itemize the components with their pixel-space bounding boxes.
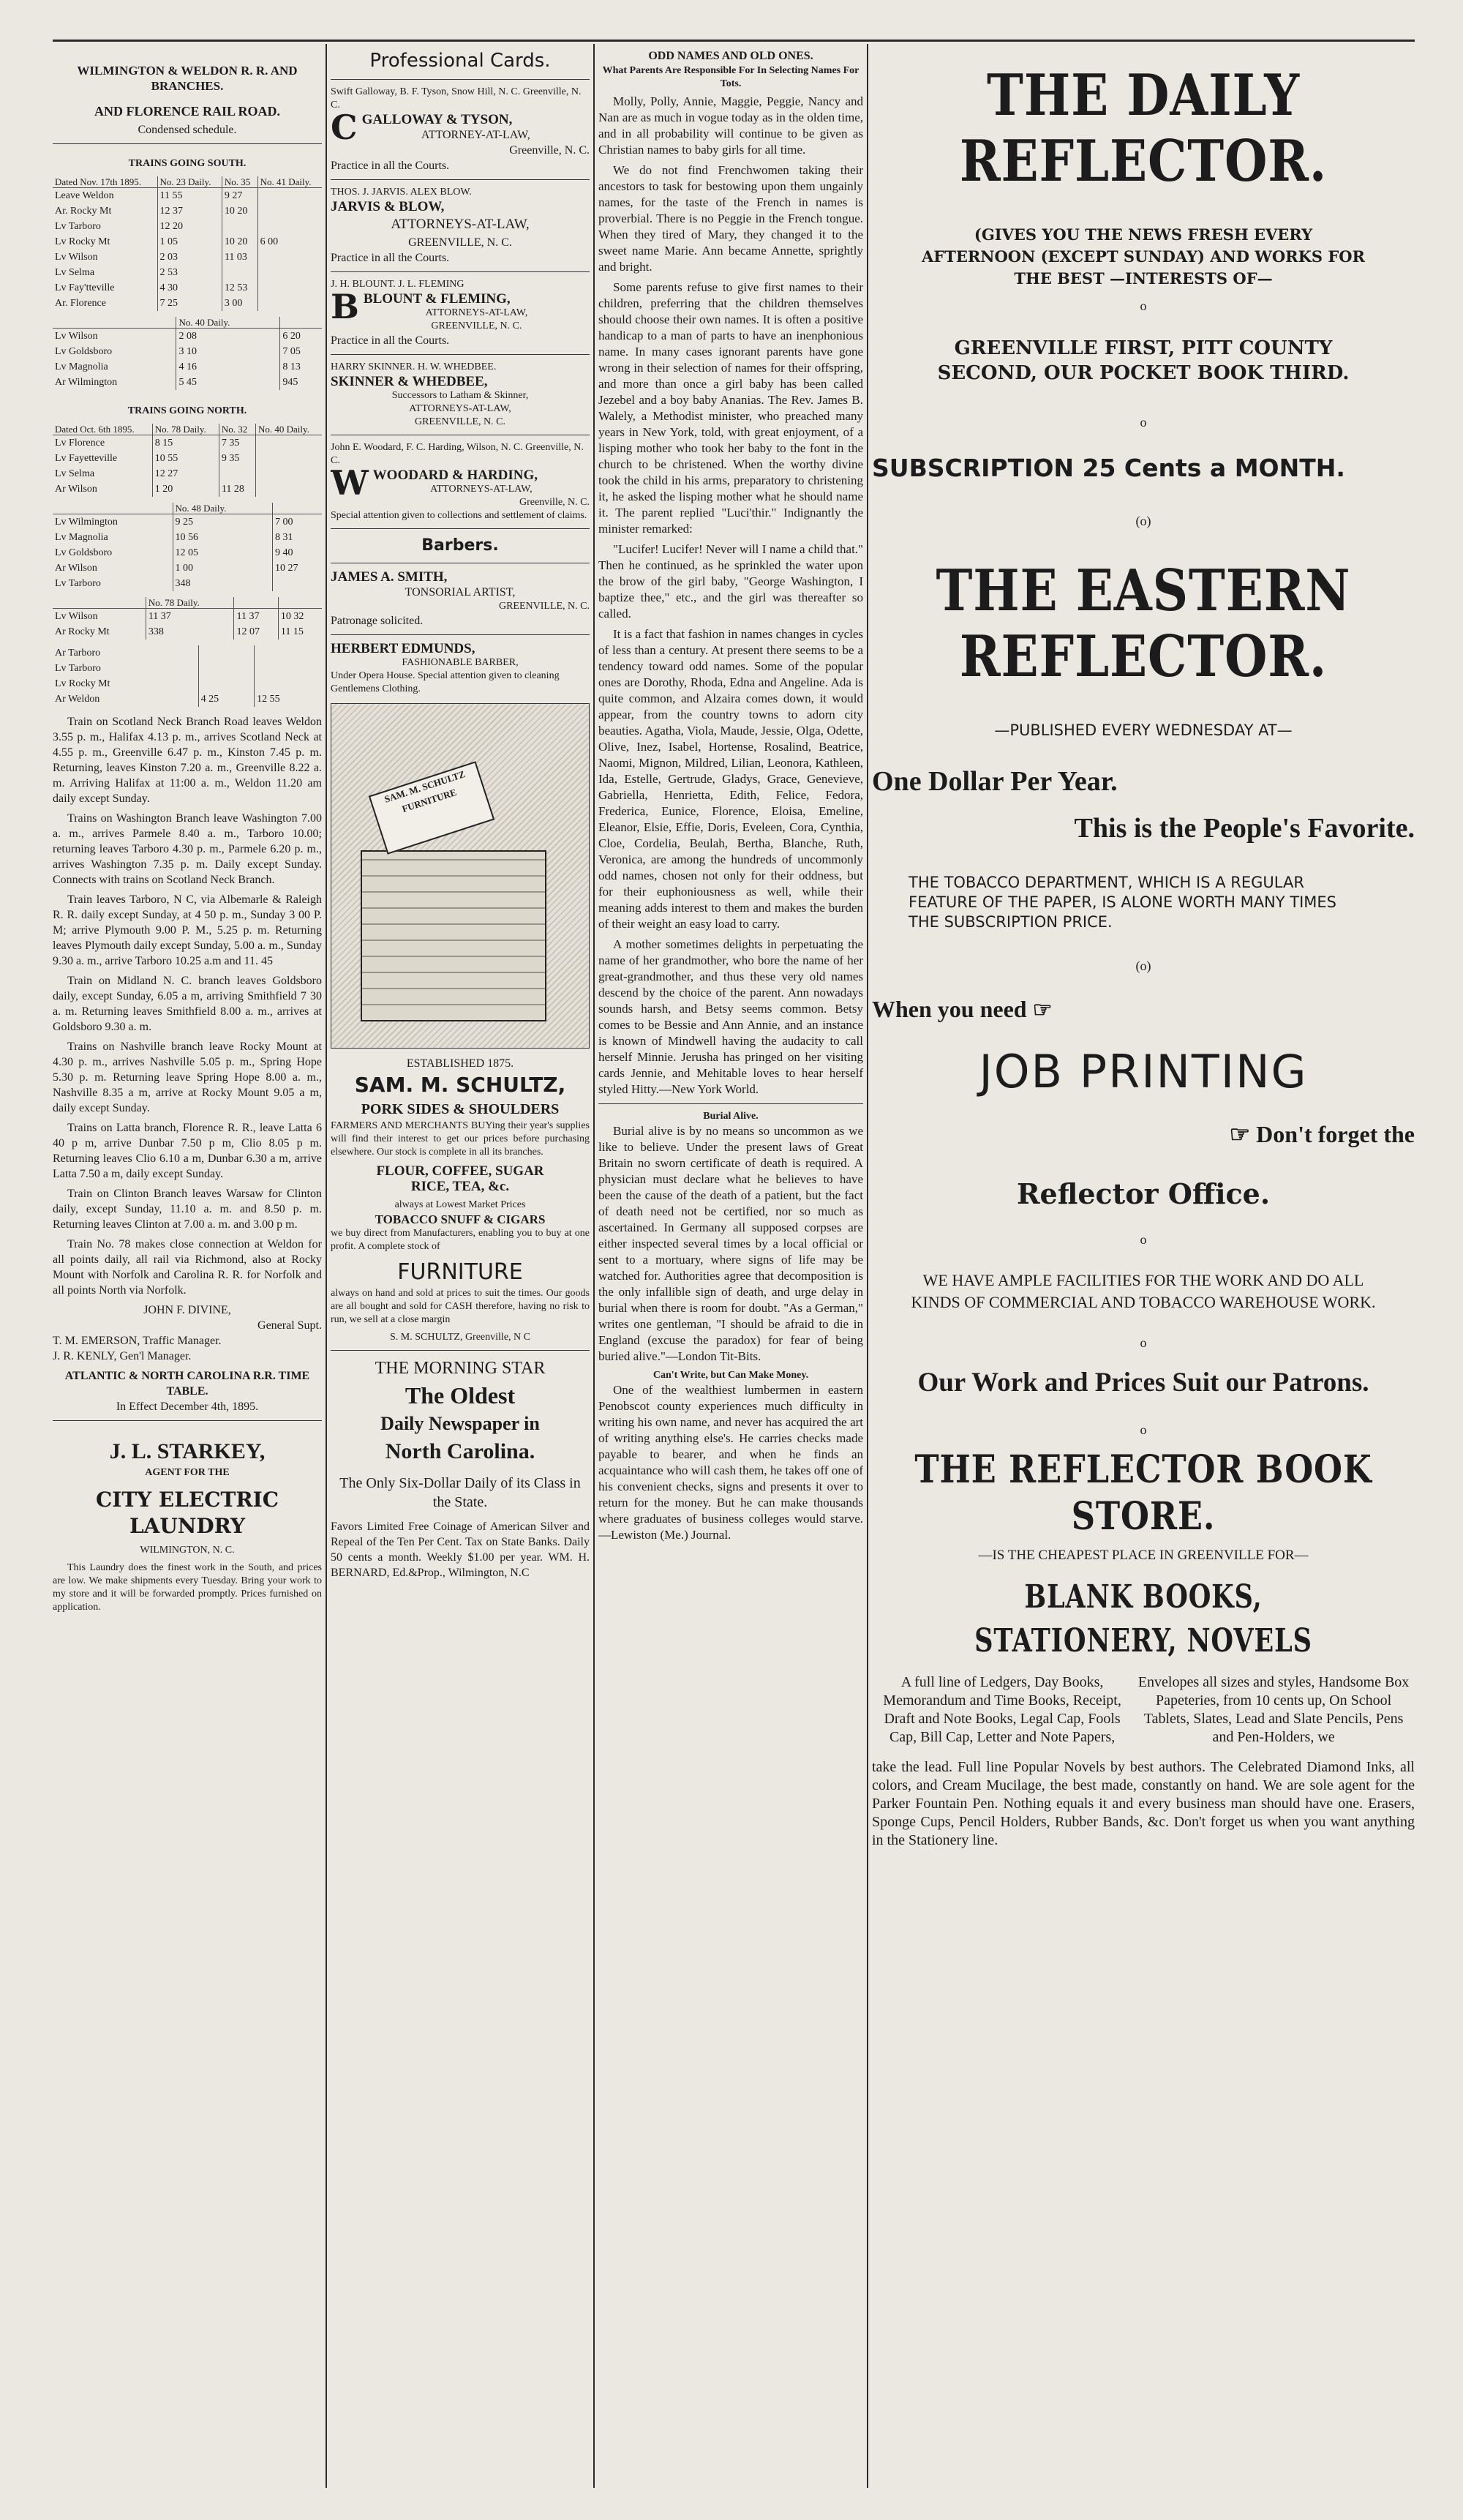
timetable-time: 11 37	[234, 609, 278, 625]
timetable-time: 9 27	[222, 188, 257, 204]
trains-north-heading: TRAINS GOING NORTH.	[127, 405, 247, 416]
article-subtitle: What Parents Are Responsible For In Selecting Names For Tots.	[602, 65, 860, 89]
timetable-station: Lv Wilson	[55, 252, 98, 263]
timetable-time: 945	[280, 375, 322, 390]
card4-names: HARRY SKINNER. H. W. WHEDBEE.	[331, 361, 497, 372]
timetable-station: Lv Selma	[55, 267, 95, 278]
card1-city: Greenville, N. C.	[509, 144, 590, 157]
timetable-row	[53, 359, 322, 375]
timetable-station: Lv Fay'tteville	[55, 282, 115, 293]
oldest-line: The Oldest	[405, 1382, 516, 1409]
timetable-dated-cell	[53, 317, 176, 329]
column-rule-3	[867, 44, 868, 2488]
card5-title: ATTORNEYS-AT-LAW,	[430, 484, 533, 495]
store-engraving	[331, 703, 590, 1049]
timetable-time: 11 55	[157, 188, 222, 204]
timetable-time: 4 25	[198, 691, 255, 707]
timetable-row	[53, 329, 322, 345]
timetable-dated-cell	[53, 503, 173, 514]
timetable-row	[53, 576, 322, 591]
timetable-time: 11 28	[219, 481, 255, 497]
north-timetable-3	[53, 597, 322, 640]
card2-city: GREENVILLE, N. C.	[408, 236, 512, 249]
timetable-station: Lv Tarboro	[55, 221, 101, 232]
timetable-station: Lv Fayetteville	[55, 453, 118, 464]
daily-reflector-masthead: THE DAILY REFLECTOR.	[959, 62, 1328, 195]
article-title: ODD NAMES AND OLD ONES.	[648, 50, 813, 62]
timetable-row	[53, 530, 322, 545]
burial-title: Burial Alive.	[703, 1111, 759, 1122]
agent-label: AGENT FOR THE	[145, 1467, 230, 1478]
column-rule-2	[593, 44, 595, 2488]
railroad-column	[53, 48, 322, 2485]
card2-title: ATTORNEYS-AT-LAW,	[391, 217, 530, 232]
tobacco-line: TOBACCO SNUFF & CIGARS	[375, 1212, 546, 1226]
job-printing: JOB PRINTING	[979, 1045, 1308, 1098]
timetable-time: 2 53	[157, 265, 222, 280]
south-timetable-2	[53, 317, 322, 390]
barber2-name: HERBERT EDMUNDS,	[331, 641, 475, 656]
timetable-time	[273, 576, 322, 591]
timetable-column-header: No. 23 Daily.	[157, 176, 222, 188]
laundry-text: This Laundry does the finest work in the South, and prices are low. We make shipments every Tuesday. Bring your work to my store and it will be forwarded promptly. Prices furnished on application.	[53, 1562, 322, 1613]
timetable-time	[255, 645, 322, 661]
washington-branch-paragraph: Trains on Washington Branch leave Washington 7.00 a. m., arrives Parmele 8.40 a. m., Tarboro 10.00; returning leaves Tarboro 4.30 p. m., Parmele 6.20 p. m., arrives Washington 7.35 p. m. Daily except Sunday. Connects with trains on Scotland Neck Branch.	[53, 812, 322, 886]
timetable-time	[257, 203, 322, 219]
card4-city: GREENVILLE, N. C.	[414, 416, 506, 427]
article-paragraph: "Lucifer! Lucifer! Never will I name a child that." Then he continued, as he sprinkled the water upon the brow of the girl baby, "George Washington, I baptize thee," etc., and the girl was thereafter so called.	[598, 542, 863, 620]
timetable-time: 11 15	[278, 624, 322, 640]
ornament-divider-5: o	[1140, 1232, 1147, 1247]
timetable-time: 9 40	[273, 545, 322, 560]
timetable-time	[198, 661, 255, 676]
article-paragraph: It is a fact that fashion in names changes in cycles of less than a century. At present there seems to be a tendency toward odd names. Some of the popular ones are Dorothy, Rhoda, Edna and Angeline. Ada is quite common, and Alzaira comes down, it would appear, from the country towns to adorn city beauties. Agatha, Viola, Maude, Jessie, Olga, Odette, Olive, Inez, Isabel, Hortense, Rosalind, Beatrice, Naomi, Mignon, Mildred, Lilian, Leonora, Kathleen, Ida, Estelle, Gertrude, Gladys, Grace, Genevieve, Gabriella, Henrietta, Edith, Felice, Fedora, Frederica, Eunice, Florence, Eloisa, Emeline, Eleanor, Elsie, Effie, Doris, Eveleen, Cora, Cynthia, Cloe, Cordelia, Beulah, Bertha, Blanche, Ruth, Veronica, are among the hundreds of uncommonly odd names, chosen not only for their oddness, but for their euphoniousness as well, while their meaning adds interest to them and makes the burden of their weight an easy load to carry.	[598, 627, 863, 931]
timetable-time: 12 37	[157, 203, 222, 219]
card2-names: THOS. J. JARVIS. ALEX BLOW.	[331, 187, 472, 198]
timetable-time	[257, 188, 322, 204]
timetable-time: 2 03	[157, 250, 222, 265]
card3-title: ATTORNEYS-AT-LAW,	[425, 307, 528, 318]
timetable-time: 3 10	[176, 344, 280, 359]
barber1-title: TONSORIAL ARTIST,	[405, 586, 516, 599]
professional-cards-heading: Professional Cards.	[369, 50, 551, 72]
timetable-row	[53, 676, 322, 691]
ornament-divider-4: (o)	[1135, 959, 1151, 973]
timetable-time: 338	[146, 624, 234, 640]
timetable-column-header: No. 41 Daily.	[257, 176, 322, 188]
closing-text: take the lead. Full line Popular Novels by best authors. The Celebrated Diamond Inks, all colors, and Cream Mucilage, the best made, constantly on hand. We are sole agent for the Parker Fountain Pen. Nothing equals it and every business man should have one. Erasers, Sponge Cups, Pencil Holders, Rubber Bands, &c. Don't forget us when you want anything in the Stationery line.	[872, 1759, 1415, 1848]
timetable-station: Lv Rocky Mt	[55, 678, 110, 689]
timetable-column-header	[234, 597, 278, 609]
nashville-paragraph: Trains on Nashville branch leave Rocky Mount at 4.30 p. m., arrives Nashville 5.05 p. m., Spring Hope 5.30 p. m. Returning leave Spring Hope 8.00 a. m., Nashville 8.35 a m, arrive at Rocky Mount 9.05 a m, daily except Sunday.	[53, 1040, 322, 1114]
card5-note: Special attention given to collections and settlement of claims.	[331, 510, 587, 521]
timetable-time: 10 56	[173, 530, 273, 545]
schultz-name: SAM. M. SCHULTZ,	[354, 1073, 566, 1097]
pointing-hand-icon: ☞	[1032, 998, 1053, 1022]
timetable-row	[53, 691, 322, 707]
timetable-row	[53, 645, 322, 661]
signature-divine: JOHN F. DIVINE,	[143, 1304, 231, 1316]
timetable-row	[53, 203, 322, 219]
timetable-row	[53, 375, 322, 390]
card1-initial: C	[331, 108, 358, 147]
timetable-station: Lv Goldsboro	[55, 346, 113, 357]
timetable-station: Lv Florence	[55, 438, 105, 449]
timetable-row	[53, 296, 322, 311]
ornament-divider-7: o	[1140, 1422, 1147, 1437]
gives-news-text: (GIVES YOU THE NEWS FRESH EVERY AFTERNOON (EXCEPT SUNDAY) AND WORKS FOR THE BEST —INTERESTS OF—	[922, 225, 1365, 288]
timetable-station: Ar Tarboro	[55, 648, 101, 659]
timetable-station: Lv Magnolia	[55, 361, 108, 372]
starkey-name: J. L. STARKEY,	[109, 1439, 266, 1463]
timetable-station: Ar. Rocky Mt	[55, 206, 112, 217]
barber1-name: JAMES A. SMITH,	[331, 569, 448, 585]
north-timetable-2	[53, 503, 322, 591]
north-carolina-line: North Carolina.	[385, 1439, 535, 1463]
article-paragraph: Molly, Polly, Annie, Maggie, Peggie, Nancy and Nan are as much in vogue today as in the olden time, and in all probability will continue to be given as Christian names to baby girls for all time.	[598, 94, 863, 157]
dollar-per-year: One Dollar Per Year.	[872, 766, 1118, 797]
signature-title: General Supt.	[257, 1319, 322, 1332]
timetable-time: 12 55	[255, 691, 322, 707]
timetable-time	[256, 435, 323, 451]
timetable-time	[255, 676, 322, 691]
tobacco-department-text: THE TOBACCO DEPARTMENT, WHICH IS A REGULAR FEATURE OF THE PAPER, IS ALONE WORTH MANY TIMES THE SUBSCRIPTION PRICE.	[909, 874, 1337, 931]
article-body	[598, 94, 863, 1098]
timetable-row	[53, 280, 322, 296]
ornament-divider-1: o	[1140, 299, 1147, 313]
card3-firm: BLOUNT & FLEMING,	[363, 291, 511, 307]
timetable-time: 1 20	[152, 481, 219, 497]
laundry-name: CITY ELECTRIC LAUNDRY	[95, 1488, 279, 1538]
morning-star-title: THE MORNING STAR	[375, 1359, 546, 1378]
card5-city: Greenville, N. C.	[519, 497, 590, 508]
cant-write-text: One of the wealthiest lumbermen in eastern Penobscot county experiences much difficulty in writing his own name, and never has acquired the art of writing anything else's. He carries checks made payable to bearer, and when he finds an acquaintance who will cash them, he takes off one of his convenient checks, signs and presents it over to return for the money. But he can make thousands where graduates of business colleges would starve.—Lewiston (Me.) Journal.	[598, 1383, 863, 1542]
stationery-list	[872, 1673, 1415, 1747]
midland-paragraph: Train on Midland N. C. branch leaves Goldsboro daily, except Sunday, 6.05 a m, arriving Smithfield 7 30 a. m. Returning leaves Smithfield 8.00 a. m., arrives at Goldsboro 9.30 a. m.	[53, 975, 322, 1033]
timetable-station: Ar Wilmington	[55, 377, 118, 388]
timetable-row	[53, 234, 322, 250]
timetable-dated-cell: Dated Oct. 6th 1895.	[53, 424, 152, 435]
clinton-paragraph: Train on Clinton Branch leaves Warsaw for Clinton daily, except Sunday, 11.10 a. m. and 8.50 p. m. Returning leaves Clinton at 7.00 a. m. and 3.00 p m.	[53, 1188, 322, 1231]
card5-firm: WOODARD & HARDING,	[372, 468, 538, 483]
prices-suit-patrons: Our Work and Prices Suit our Patrons.	[917, 1368, 1369, 1398]
greenville-first-text: GREENVILLE FIRST, PITT COUNTY SECOND, OUR POCKET BOOK THIRD.	[937, 337, 1350, 384]
card3-initial: B	[331, 287, 359, 326]
timetable-time	[257, 265, 322, 280]
daily-newspaper-line: Daily Newspaper in	[380, 1413, 540, 1434]
cant-write-title: Can't Write, but Can Make Money.	[652, 1370, 809, 1381]
timetable-time: 3 00	[222, 296, 257, 311]
timetable-time: 12 07	[234, 624, 278, 640]
railroad-subtitle: AND FLORENCE RAIL ROAD.	[94, 104, 281, 119]
timetable-time: 10 20	[222, 203, 257, 219]
top-rule	[53, 40, 1415, 42]
timetable-time: 5 45	[176, 375, 280, 390]
lowest-prices: always at Lowest Market Prices	[394, 1199, 526, 1210]
timetable-time: 8 15	[152, 435, 219, 451]
pork-line: PORK SIDES & SHOULDERS	[361, 1101, 560, 1117]
eastern-reflector-masthead: THE EASTERN REFLECTOR.	[936, 558, 1351, 690]
card2-note: Practice in all the Courts.	[331, 252, 450, 264]
timetable-time	[198, 645, 255, 661]
timetable-row	[53, 481, 322, 497]
timetable-column-header	[280, 317, 322, 329]
timetable-time: 9 25	[173, 514, 273, 530]
timetable-time: 12 20	[157, 219, 222, 234]
pointing-hand-icon-2: ☞	[1229, 1121, 1251, 1147]
timetable-time	[256, 481, 323, 497]
timetable-station: Lv Tarboro	[55, 578, 101, 589]
card1-names: Swift Galloway, B. F. Tyson, Snow Hill, N. C. Greenville, N. C.	[331, 86, 582, 110]
timetable-time: 1 05	[157, 234, 222, 250]
timetable-time	[257, 219, 322, 234]
timetable-row	[53, 344, 322, 359]
timetable-time: 8 13	[280, 359, 322, 375]
timetable-station: Ar Wilson	[55, 563, 97, 574]
ledgers-text: A full line of Ledgers, Day Books, Memorandum and Time Books, Receipt, Draft and Note Books, Legal Cap, Fools Cap, Bill Cap, Letter and Note Papers,	[883, 1674, 1121, 1745]
timetable-station: Leave Weldon	[55, 190, 114, 201]
timetable-column-header: No. 78 Daily.	[146, 597, 234, 609]
timetable-time	[222, 219, 257, 234]
timetable-column-header: No. 78 Daily.	[152, 424, 219, 435]
timetable-station: Ar Weldon	[55, 694, 100, 705]
card1-note: Practice in all the Courts.	[331, 160, 450, 172]
envelopes-text: Envelopes all sizes and styles, Handsome Box Papeteries, from 10 cents up, On School Tablets, Slates, Lead and Slate Pencils, Pens and Pen-Holders, we	[1137, 1674, 1410, 1745]
timetable-time: 11 03	[222, 250, 257, 265]
timetable-time	[222, 265, 257, 280]
ornament-divider-6: o	[1140, 1335, 1147, 1350]
timetable-time	[255, 661, 322, 676]
timetable-time: 10 20	[222, 234, 257, 250]
timetable-station: Lv Tarboro	[55, 663, 101, 674]
timetable-column-header: No. 40 Daily.	[256, 424, 323, 435]
article-column	[598, 48, 863, 2485]
timetable-station: Lv Wilmington	[55, 517, 118, 528]
timetable-time: 8 31	[273, 530, 322, 545]
card1-firm: GALLOWAY & TYSON,	[361, 112, 513, 127]
schultz-signature: S. M. SCHULTZ, Greenville, N C	[390, 1332, 530, 1343]
connection-paragraph: Train No. 78 makes close connection at Weldon for all points daily, all rail via Richmond, also at Rocky Mount with Norfolk and Carolina R. R. for Norfolk and all points North via Norfolk.	[53, 1238, 322, 1297]
north-timetable-4	[53, 645, 322, 707]
timetable-time: 9 35	[219, 451, 255, 466]
flour-line: FLOUR, COFFEE, SUGAR	[376, 1163, 544, 1179]
timetable-time: 6 00	[257, 234, 322, 250]
blank-books-heading: BLANK BOOKS, STATIONERY, NOVELS	[974, 1578, 1312, 1660]
timetable-time	[257, 280, 322, 296]
card1-title: ATTORNEY-AT-LAW,	[421, 129, 530, 141]
barber2-note: Under Opera House. Special attention given to cleaning Gentlemens Clothing.	[331, 670, 560, 694]
dont-forget-text: Don't forget the	[1256, 1121, 1415, 1147]
timetable-time: 7 35	[219, 435, 255, 451]
when-you-need-text: When you need	[872, 996, 1027, 1022]
signature-kenly: J. R. KENLY, Gen'l Manager.	[53, 1350, 192, 1362]
timetable-time: 10 32	[278, 609, 322, 625]
barber1-note: Patronage solicited.	[331, 615, 424, 627]
rice-line: RICE, TEA, &c.	[410, 1179, 510, 1194]
reflector-office: Reflector Office.	[1016, 1177, 1271, 1210]
barber2-title: FASHIONABLE BARBER,	[402, 657, 519, 668]
reflector-ads-column	[872, 48, 1415, 2485]
timetable-row	[53, 250, 322, 265]
timetable-time	[219, 466, 255, 481]
timetable-station: Ar Rocky Mt	[55, 626, 110, 637]
column-rule-1	[326, 44, 327, 2488]
timetable-station: Lv Wilson	[55, 331, 98, 342]
cheapest-place: —IS THE CHEAPEST PLACE IN GREENVILLE FOR—	[978, 1548, 1309, 1563]
burial-text: Burial alive is by no means so uncommon as we like to believe. Under the present laws of Great Britain no sworn certificate of death is required. A physician must declare what he believes to have been the cause of the death of a patient, but the fact of death need not be certified, nor so much as ascertained. In Germany all supposed corpses are either inspected several times by a local official or sent to a mortuary, where signs of life may be watched for. Authorities agree that decomposition is the only infallible sign of death, and urge delay in burial when there is room for doubt. "As a German," writes one gentleman, "I should be afraid to die in England (excuse the paradox) for fear of being buried alive."—London Tit-Bits.	[598, 1124, 863, 1363]
timetable-time: 12 53	[222, 280, 257, 296]
timetable-time: 7 25	[157, 296, 222, 311]
six-dollar-line: The Only Six-Dollar Daily of its Class in the State.	[339, 1475, 581, 1510]
timetable-row	[53, 435, 322, 451]
north-timetable	[53, 424, 322, 497]
article-paragraph: Some parents refuse to give first names to their children, preferring that the children themselves should choose their own names. It is often a positive handicap to a man of parts to have an inenphonious name. In many cases ignorant parents have gone wrong in their selection of names for their offspring, and more than once a girl baby has been called Jezebel and a boy baby Ananias. The Rev. James B. Walely, a Methodist minister, who preached many years in New York, told, with great enjoyment, of a lisping mother who took her baby to the font in the church to be christened. When the worthy divine took the child in his arms, preparatory to christening it, he asked the lisping mother what he should name it. The parent replied "Luci'thir." Indignantly the minister remarked:	[598, 280, 863, 536]
card3-note: Practice in all the Courts.	[331, 334, 450, 347]
timetable-column-header	[273, 503, 322, 514]
timetable-row	[53, 560, 322, 576]
subscription-line: SUBSCRIPTION 25 Cents a MONTH.	[872, 454, 1345, 482]
schedule-label: Condensed schedule.	[138, 124, 237, 136]
timetable-dated-cell	[53, 597, 146, 609]
store-building	[361, 850, 546, 1021]
peoples-favorite: This is the People's Favorite.	[1074, 813, 1415, 844]
furniture-text: always on hand and sold at prices to suit the times. Our goods are all bought and sold for CASH therefore, having no risk to run, we sell at a close margin	[331, 1288, 590, 1325]
timetable-column-header: No. 32	[219, 424, 255, 435]
timetable-station: Lv Rocky Mt	[55, 236, 110, 247]
established-label: ESTABLISHED 1875.	[406, 1057, 514, 1070]
timetable-column-header: No. 35	[222, 176, 257, 188]
timetable-time: 12 27	[152, 466, 219, 481]
article-paragraph: A mother sometimes delights in perpetuating the name of her grandmother, who bore the name of her great-grandmother, and thus these very old names descend by the choice of the parent. Ann nowadays sounds harsh, and Betsy seems common. Betsy comes to be Bessie and Ann Annie, and an instance is known of Mindwell having the audacity to call herself Minnie. Jerusha has pringed on her visiting cards Jennie, and Mehitable loves to hear herself styled Hitty.—New York World.	[598, 937, 863, 1096]
barber1-city: GREENVILLE, N. C.	[498, 601, 590, 612]
card4-firm: SKINNER & WHEDBEE,	[331, 374, 488, 389]
south-timetable	[53, 176, 322, 311]
timetable-station: Ar Wilson	[55, 484, 97, 495]
signature-emerson: T. M. EMERSON, Traffic Manager.	[53, 1335, 222, 1347]
facilities-text: WE HAVE AMPLE FACILITIES FOR THE WORK AND DO ALL KINDS OF COMMERCIAL AND TOBACCO WAREHOUSE WORK.	[911, 1271, 1376, 1311]
timetable-row	[53, 265, 322, 280]
timetable-row	[53, 188, 322, 204]
timetable-row	[53, 545, 322, 560]
railroad-title: WILMINGTON & WELDON R. R. AND BRANCHES.	[77, 64, 298, 93]
published-line: —PUBLISHED EVERY WEDNESDAY AT—	[994, 721, 1293, 739]
timetable-column-header	[278, 597, 322, 609]
timetable-column-header: No. 40 Daily.	[176, 317, 280, 329]
timetable-time	[256, 451, 323, 466]
timetable-time: 10 27	[273, 560, 322, 576]
manufacturers-text: we buy direct from Manufacturers, enabling you to buy at one profit. A complete stock of	[331, 1228, 590, 1252]
timetable-station: Lv Selma	[55, 468, 95, 479]
timetable-time: 10 55	[152, 451, 219, 466]
timetable-time: 2 08	[176, 329, 280, 345]
timetable-dated-cell: Dated Nov. 17th 1895.	[53, 176, 157, 188]
card5-initial: W	[331, 463, 369, 503]
trains-south-heading: TRAINS GOING SOUTH.	[128, 158, 247, 169]
timetable-row	[53, 466, 322, 481]
timetable-time: 6 20	[280, 329, 322, 345]
timetable-time: 12 05	[173, 545, 273, 560]
article-paragraph: We do not find Frenchwomen taking their ancestors to task for bestowing upon them ungainly names, for the taste of the French in names is proverbial. There is no Peggie in the French tongue. When they tired of Mary, they changed it to the sweet name Marie. Ann became Annette, sprightly and bright.	[598, 163, 863, 274]
dont-forget	[872, 1120, 1415, 1148]
timetable-time: 7 05	[280, 344, 322, 359]
timetable-station: Lv Goldsboro	[55, 547, 113, 558]
timetable-time	[256, 466, 323, 481]
timetable-column-header: No. 48 Daily.	[173, 503, 273, 514]
acl-timetable-title: ATLANTIC & NORTH CAROLINA R.R. TIME TABLE.	[64, 1370, 310, 1398]
timetable-time: 4 30	[157, 280, 222, 296]
timetable-time	[257, 250, 322, 265]
timetable-time	[198, 676, 255, 691]
timetable-row	[53, 514, 322, 530]
timetable-time	[257, 296, 322, 311]
card3-names: J. H. BLOUNT. J. L. FLEMING	[331, 279, 465, 290]
when-you-need	[872, 996, 1415, 1023]
timetable-time: 7 00	[273, 514, 322, 530]
timetable-time: 348	[173, 576, 273, 591]
timetable-station: Lv Magnolia	[55, 532, 108, 543]
card2-firm: JARVIS & BLOW,	[331, 199, 445, 214]
timetable-row	[53, 219, 322, 234]
scotland-neck-paragraph: Train on Scotland Neck Branch Road leaves Weldon 3.55 p. m., Halifax 4.13 p. m., arrives Scotland Neck at 4.55 p. m., Greenville 6.47 p. m., Kinston 7.45 p. m. Returning, leaves Kinston 7.20 a. m., Greenville 8.22 a. m. Arriving Halifax at 11:00 a. m., Weldon 11.20 am daily except Sunday.	[53, 716, 322, 805]
timetable-station: Ar. Florence	[55, 298, 106, 309]
card4-title: ATTORNEYS-AT-LAW,	[409, 403, 511, 414]
book-store-heading: THE REFLECTOR BOOK STORE.	[914, 1447, 1372, 1539]
laundry-city: WILMINGTON, N. C.	[140, 1545, 235, 1556]
timetable-time: 1 00	[173, 560, 273, 576]
card5-names: John E. Woodard, F. C. Harding, Wilson, N. C. Greenville, N. C.	[331, 442, 584, 466]
store-sign: SAM. M. SCHULTZ FURNITURE	[369, 761, 494, 854]
timetable-time: 4 16	[176, 359, 280, 375]
timetable-station: Lv Wilson	[55, 611, 98, 622]
ornament-divider-2: o	[1140, 415, 1147, 430]
timetable-row	[53, 624, 322, 640]
cards-column	[331, 48, 590, 2485]
ornament-divider-3: (o)	[1135, 514, 1151, 528]
barbers-heading: Barbers.	[421, 536, 499, 555]
timetable-row	[53, 661, 322, 676]
morning-star-text: Favors Limited Free Coinage of American Silver and Repeal of the Ten Per Cent. Tax on State Banks. Daily 50 cents a month. Weekly $1.00 per year. WM. H. BERNARD, Ed.&Prop., Wilmington, N.C	[331, 1520, 590, 1579]
timetable-time: 11 37	[146, 609, 234, 625]
card4-successors: Successors to Latham & Skinner,	[391, 390, 529, 401]
card3-city: GREENVILLE, N. C.	[431, 320, 522, 331]
latta-paragraph: Trains on Latta branch, Florence R. R., leave Latta 6 40 p m, arrive Dunbar 7.50 p m, Clio 8.05 p m. Returning leaves Clio 6.10 a m, Dunbar 6.30 a m, arrive Latta 7.50 a m, daily except Sunday.	[53, 1122, 322, 1180]
furniture-heading: FURNITURE	[397, 1259, 523, 1285]
timetable-row	[53, 451, 322, 466]
acl-effect-date: In Effect December 4th, 1895.	[116, 1400, 259, 1413]
albemarle-paragraph: Train leaves Tarboro, N C, via Albemarle & Raleigh R. R. daily except Sunday, at 4 50 p. m., Sunday 3 00 P. M; arrive Plymouth 9.00 P. M., 5.25 p. m. Returning leaves Plymouth daily except Sunday, 5.00 a. m., Sunday 9.30 a. m., arrive Tarboro 10.25 a.m and 11. 45	[53, 893, 322, 967]
timetable-row	[53, 609, 322, 625]
farmers-text: FARMERS AND MERCHANTS BUYing their year's supplies will find their interest to get our prices before purchasing elsewhere. Our stock is complete in all its branches.	[331, 1120, 590, 1158]
